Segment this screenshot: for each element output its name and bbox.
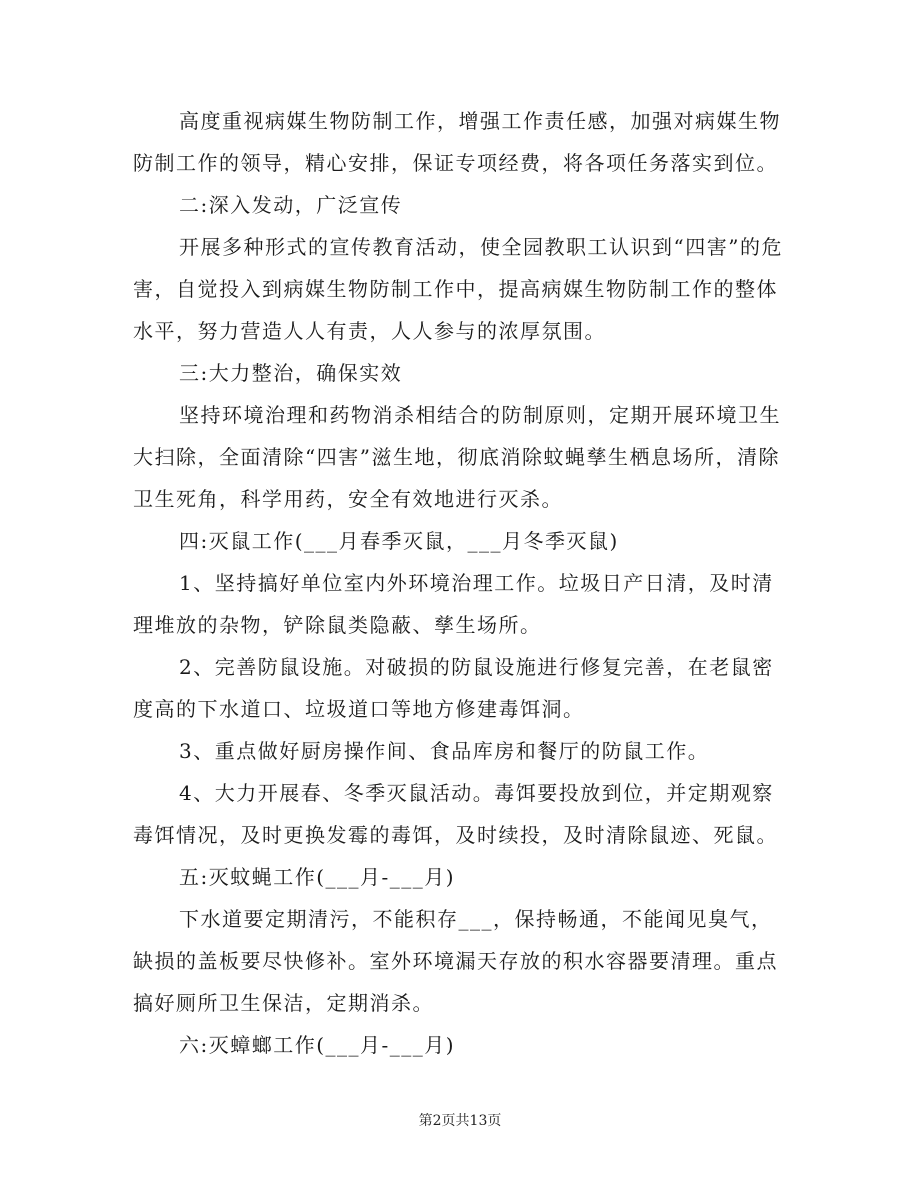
paragraph-leadership: 高度重视病媒生物防制工作，增强工作责任感，加强对病媒生物防制工作的领导，精心安排，保证专项经费，将各项任务落实到位。 (133, 109, 781, 175)
document-body (133, 100, 793, 1066)
section-heading-6: 六:灭蟑螂工作(___月-___月) (179, 1033, 456, 1057)
list-item-rodent-3: 3、重点做好厨房操作间、食品库房和餐厅的防鼠工作。 (179, 739, 710, 763)
list-item-rodent-2: 2、完善防鼠设施。对破损的防鼠设施进行修复完善，在老鼠密度高的下水道口、垃圾道口等地方修建毒饵洞。 (133, 655, 774, 721)
paragraph-mosquito-fly: 下水道要定期清污，不能积存___，保持畅通，不能闻见臭气，缺损的盖板要尽快修补。室外环境漏天存放的积水容器要清理。重点搞好厕所卫生保洁，定期消杀。 (133, 907, 778, 1015)
list-item-rodent-4: 4、大力开展春、冬季灭鼠活动。毒饵要投放到位，并定期观察毒饵情况，及时更换发霉的毒饵，及时续投，及时清除鼠迹、死鼠。 (133, 781, 778, 847)
page-number-footer: 第2页共13页 (418, 1113, 502, 1129)
section-heading-5: 五:灭蚊蝇工作(___月-___月) (179, 865, 456, 889)
section-heading-2: 二:深入发动，广泛宣传 (179, 193, 403, 217)
list-item-rodent-1: 1、坚持搞好单位室内外环境治理工作。垃圾日产日清，及时清理堆放的杂物，铲除鼠类隐蔽、孳生场所。 (133, 571, 774, 637)
paragraph-environment: 坚持环境治理和药物消杀相结合的防制原则，定期开展环境卫生大扫除，全面清除“四害”滋生地，彻底消除蚊蝇孳生栖息场所，清除卫生死角，科学用药，安全有效地进行灭杀。 (133, 403, 781, 511)
section-heading-4: 四:灭鼠工作(___月春季灭鼠，___月冬季灭鼠) (179, 529, 619, 553)
paragraph-publicity: 开展多种形式的宣传教育活动，使全园教职工认识到“四害”的危害，自觉投入到病媒生物防制工作中，提高病媒生物防制工作的整体水平，努力营造人人有责，人人参与的浓厚氛围。 (133, 235, 783, 343)
section-heading-3: 三:大力整治，确保实效 (179, 361, 403, 385)
